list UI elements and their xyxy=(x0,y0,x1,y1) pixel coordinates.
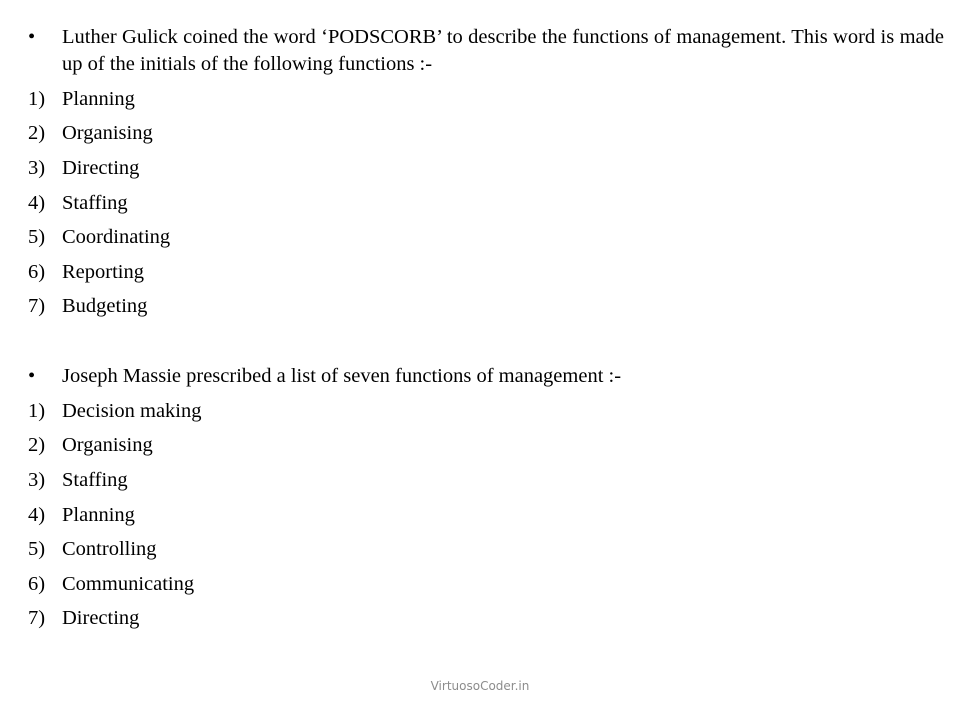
list-number: 1) xyxy=(28,399,46,422)
bullet-icon: • xyxy=(28,365,36,387)
list-item xyxy=(28,220,944,255)
numbered-list xyxy=(28,394,944,636)
list-number: 7) xyxy=(28,607,46,630)
list-number: 3) xyxy=(28,468,46,491)
bullet-text: Luther Gulick coined the word ‘PODSCORB’ to describe the functions of management. This word is made up of the initials of the following functions :- xyxy=(62,26,944,75)
list-label: Staffing xyxy=(62,468,128,491)
list-label: Planning xyxy=(62,503,135,526)
list-label: Planning xyxy=(62,87,135,110)
list-label: Controlling xyxy=(62,538,157,561)
list-number: 6) xyxy=(28,572,46,595)
list-item xyxy=(28,394,944,429)
list-number: 2) xyxy=(28,122,46,145)
list-number: 1) xyxy=(28,87,46,110)
list-label: Organising xyxy=(62,122,153,145)
list-label: Budgeting xyxy=(62,295,148,318)
bullet-text: Joseph Massie prescribed a list of seven functions of management :- xyxy=(62,365,622,387)
list-label: Coordinating xyxy=(62,226,171,249)
bullet-paragraph xyxy=(28,363,944,390)
list-number: 3) xyxy=(28,156,46,179)
list-label: Reporting xyxy=(62,260,144,283)
list-label: Decision making xyxy=(62,399,202,422)
list-number: 5) xyxy=(28,226,46,249)
list-label: Organising xyxy=(62,434,153,457)
list-number: 5) xyxy=(28,538,46,561)
list-number: 4) xyxy=(28,191,46,214)
list-item xyxy=(28,290,944,325)
list-item xyxy=(28,602,944,637)
list-item xyxy=(28,463,944,498)
list-item xyxy=(28,532,944,567)
list-item xyxy=(28,186,944,221)
list-item xyxy=(28,429,944,464)
list-item xyxy=(28,82,944,117)
list-item xyxy=(28,255,944,290)
list-item xyxy=(28,567,944,602)
list-number: 2) xyxy=(28,434,46,457)
list-label: Communicating xyxy=(62,572,195,595)
section-massie xyxy=(28,363,944,636)
list-item xyxy=(28,117,944,152)
list-number: 6) xyxy=(28,260,46,283)
list-item xyxy=(28,498,944,533)
list-label: Directing xyxy=(62,156,140,179)
footer-watermark: VirtuosoCoder.in xyxy=(430,679,530,693)
list-item xyxy=(28,151,944,186)
bullet-paragraph xyxy=(28,24,944,78)
bullet-icon: • xyxy=(28,26,36,48)
list-label: Staffing xyxy=(62,191,128,214)
list-number: 4) xyxy=(28,503,46,526)
list-label: Directing xyxy=(62,607,140,630)
section-gulick xyxy=(28,24,944,324)
numbered-list xyxy=(28,82,944,324)
list-number: 7) xyxy=(28,295,46,318)
